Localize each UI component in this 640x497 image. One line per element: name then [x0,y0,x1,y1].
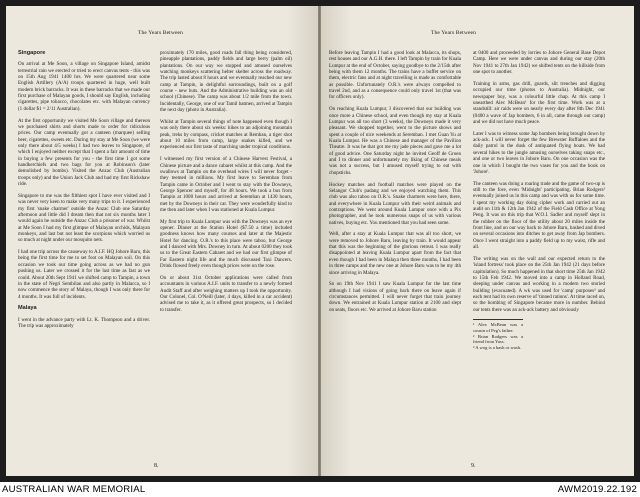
paragraph: I went in the advance party with Lt. K. Thompson and a driver. The trip was approximately [18,316,150,330]
archive-name: AUSTRALIAN WAR MEMORIAL [2,484,146,495]
archive-reference: AWM2019.22.192 [557,484,637,495]
left-page-column-1 [18,50,150,335]
left-page-column-2 [160,50,292,319]
paragraph: On reaching Kuala Lumpur, I discovered that our building was once more a Chinese school, and even though my stay at Kuala Lumpur was all too short (3 weeks), the Downeys made it very pleasant. We shopped together, went to the picture shows and spent a couple of nice weekends at Seremban. I met Guan Yu at Kuala Lumpur. He was a Chinese and manager of the Pavilion Theatre. It was he that got me my jade pieces and gave me a lot of good advice. One Saturday night he invited Geoff de Groen and I to dinner and unfortunately my liking of Chinese meals was not a success, but I amused myself trying to eat with chopsticks. [329,106,461,176]
section-heading-malaya: Malaya [18,305,37,312]
paragraph: I witnessed my first version of a Chinese Harvest Festival, a Chinese picture and a dance cabaret whilst at this camp. And the swallows at Tampin on the overhead wires I will never forget - they teemed in millions. My first leave to Seremban from Tampin came in October and I went to stay with the Downeys, George Spencer and myself, for 48 hours. We took a bus from Tampin at 1000 hours and arrived at Seremban at 1430 hours, met by the Downeys in their car. They were wonderfully kind to me then and later when I was stationed at Kuala Lumpur. [160,156,292,213]
running-head: The Years Between [138,30,184,36]
paragraph: proximately 170 miles, good roads fall thing being considered, pineapple plantations, paddy fields and large berry (palm oil) plantations. On our way we stopped and amused ourselves watching monkeys scattering helter skelter across the roadway. The trip lasted about 8 hours and we eventually reached our new camp at Tampin, in delightful surroundings, built on a golf course - new huts. And the Administrative building was an old school (Chinese). The camp was about 1/2 mile from the town. Incidentally, George, one of our Tamil batmen, arrived at Tampin the next day (photo in Australia). [160,50,292,114]
paragraph: My first trip to Kuala Lumpur was with the Downeys was an eye opener. Dinner at the Station Hotel ($7.50 a time) included goodness knows how many courses and later at the Majestic Hotel for dancing. O.R.'s to this place were taboo, but George and I danced with Mrs. Downey in turn. At about 0200 they took us to the Great Eastern Cabaret and we had our first glimpse of Far Eastern night life and the much discussed Taxi Dancers. Drink flowed freely even though prices were on the rose. [160,218,292,270]
paragraph: Training in arms, gas drill, guards, slit trenches and digging occupied our time (photos to Australia). Midnight, our newspaper boy, was a colourful little chap. At this camp I unearthed Alec McBean¹ for the first time. Work was at a standstill: air raids were on nearly every day after 8th Dec 1941 (0400 a wave of Jap bombers, 6 in all, came through our camp) and we did not have much peace. [473,80,605,125]
paragraph: The canteen was doing a roaring trade and the game of two-up is still to the fore, even 'Midnight' participating. Brian Rodgers² eventually joined us in this camp and was with us for some time. I spent my working day doing cipher work and carried out an audit on 11th & 12th Jan 1942 of the Field Cash Office at Yong Peng. It was on this trip that W.O.I. Sadler and myself slept in the rubber on the floor of the utility about 20 miles inside the front line, and on our way back to Johore Baru, bashed and dived on several occasions into ditches to get away from Jap bombers. Once I went straight into a paddy field up to my waist, rifle and all. [473,180,605,251]
section-heading-singapore: Singapore [18,50,46,56]
paragraph: On or about 31st October applications were called from accountants in various A.I.F. units to transfer to a newly formed Audit Staff and after weighing matters up I took the opportunity. Our Colonel, Col. O'Neill (later, 4 days, killed in a car accident) advised me to take it, as it offered great prospects, so I decided to transfer. [160,275,292,313]
right-page-column-2 [473,50,605,351]
paragraph: The writing was on the wall and our expected return to the 'island fortress' took place on the 25th Jan 1942 (21 days before capitulation). So much happened in that short time 25th Jan 1942 to 15th Feb 1942. We moved into a camp in Holland Road, sleeping under canvas and working in a modern two storied building (evacuated). A wk was used for 'camp' purposes³ and each tent had its own reserve of 'tinned rations'. At time raced on, so the bombing of Singapore became more in number. Behind our tents there was an ack-ack battery and obviously [473,255,605,313]
paragraph: On arrival at Me Soon, a village on Singapore Island, amidst terrestrial rain we erected or tried to erect canvas tents - this was on 15th Aug 1941 1400 hrs. We were quartered near some English Artillery (A/A) troops quartered in huge, well built modern brick barracks. It was in these barracks that we made our first purchase of Malayan goods, I should say English, including cigarettes, pipe tobacco, chocolates etc. with Malayan currency (1 dollar $1 = 2/11 Australian). [18,61,150,112]
paragraph: I had one trip across the causeway to A.I.F. HQ Johore Baru, this being the first time for me to set foot on Malayan soil. On this occasion we took our time going across as we had no gun pushing us. Later we crossed it for the last time as fast as we could. About 20th Sept 1941 we shifted camp to Tampin, a town in the state of Negri Sembilan and also partly in Malacca, so I now commence the story of Malaya, though I was only there for 4 months. It was full of incidents. [18,249,150,300]
page-number: 9. [471,463,476,469]
footnote: ³ A wog is a bash or wash. [473,345,522,351]
right-page-column-1 [329,50,461,319]
paragraph: Singapore to me was the filthiest spot I have ever visited and I was never very keen to make very many trips to it. I experienced my first 'snake charmer' outside the Anzac Club one Saturday afternoon and little did I dream then that not six months later I would again be outside the Anzac Club a prisoner of war. Whilst at Me Soon I had my first glimpse of Malayan orchids, Malayan monkeys, and last but not least the scorpions which worried us so much at night under our mosquito nets. [18,192,150,244]
footnote: ¹ Alex McBean was a cousin of Peg's father. [473,322,523,333]
paragraph: Before leaving Tampin I had a good look at Malacca, its shops, rest houses and our A.G.H. there. I left Tampin by train for Kuala Lumpur at the end of October, saying goodbye to the 2/15th after being with them 12 months. The trains have a buffet service on them, electric fans and at night travelling is made as comfortable as possible. Unfortunately O.R.'s were always compelled to travel 2nd, and as a consequence could only travel 1st (that was for officers only). [329,50,461,101]
right-page [321,6,634,476]
paragraph: So on 19th Nov 1941 I saw Kuala Lumpur for the last time although I had visions of going back there on leave again if circumstances permitted. I will never forget that train journey down. We entrained at Kuala Lumpur station at 2100 and slept on seats, floors etc. We arrived at Johore Baru station [329,281,461,313]
page-number: 8. [154,463,159,469]
paragraph: Whilst at Tampin several things of note happened even though I was only there about six weeks: hikes to an adjoining mountain peak, treks by compass, cricket matches at Remban, a tiger shot about 10 miles from camp, large snakes killed, and we experienced our first taste of marching under tropical conditions. [160,118,292,151]
paragraph: at 0400 and proceeded by lorries to Johore General Base Depot Camp. Here we were under canvas and during our stay (20th Nov 1941 to 27th Jan 1942) we shifted tents on the hillside from one spot to another. [473,50,605,76]
footnotes [473,319,523,351]
left-page [6,6,318,476]
archive-footer [0,482,640,497]
paragraph: Hockey matches and football matches were played on the Selangor Club's padang and we enjoyed watching them. This club was also taboo on O.R.'s. Snake charmers were here, there, and everywhere in Kuala Lumpur with their weird animals and contraptions. We went around Kuala Lumpur once with a Pix photographer, and he took numerous snaps of us with various natives, buying etc. You mentioned that you had seen some. [329,181,461,226]
running-head: The Years Between [431,30,477,36]
paragraph: At the first opportunity we visited Me Soon village and thereon we purchased shirts and shorts made to order for ridiculous prices. Our camp eventually got a canteen (marquee) selling beer, cigarettes, sweets etc. During my stay at Me Soon (we were only there about 4/5 weeks) I had two leaves to Singapore, of which I enjoyed neither except that I spent a fair amount of time in buying a few presents for you - the first time I got some handkerchiefs and two bags for you at Robinson's (later demolished by bombs). Visited the Anzac Club (Australian troops only) and the Union Jack Club and had my first Rickshaw ride. [18,117,150,188]
paragraph: Later I was to witness some Jap bombers being brought down by ack-ack. I will never forget the few Brewster Buffaloes and the daily patrol in the dusk of antiquated flying boats. We had several hikes to the jungle amusing ourselves taking snaps etc., and one or two leaves in Johore Baru. On one occasion was the one in which I bought the two vases for you and the book on 'Johore'. [473,130,605,175]
paragraph: Well, after a stay at Kuala Lumpur that was all too short, we were removed to Johore Baru, leaving by train. It would appear that this was the beginning of the glorious retreat. I was really disappointed at leaving Kuala Lumpur apart from the fact that even though I had been in Malaya then three months, I had been in three camps and the new one at Johore Baru was to be my 4th since arriving in Malaya. [329,231,461,276]
footnote: ² Brian Rodgers was a friend from Yass. [473,333,523,345]
